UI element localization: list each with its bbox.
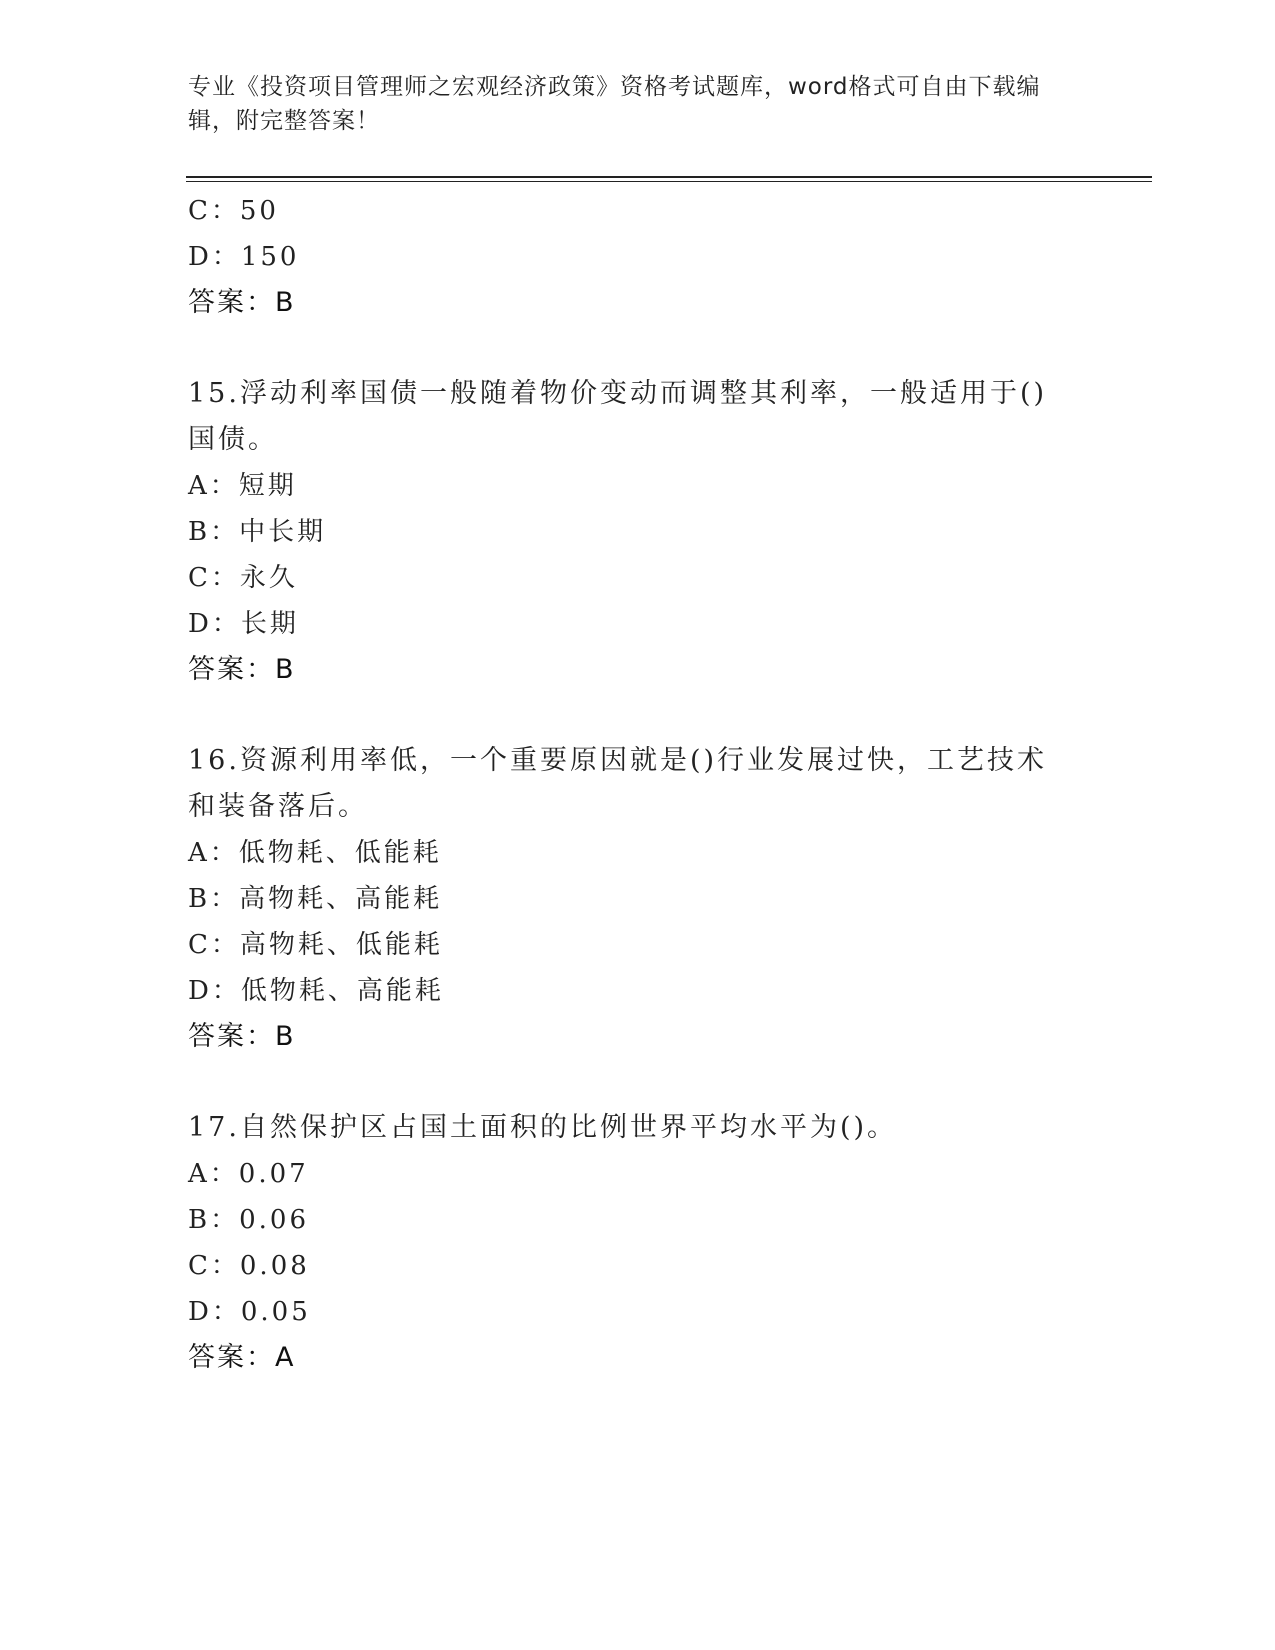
answer-line: 答案：B — [188, 654, 296, 685]
answer-line: 答案：B — [188, 1021, 296, 1052]
spacer — [188, 693, 1088, 738]
option-a: A：低物耗、低能耗 — [188, 838, 442, 868]
prev-question-block — [188, 188, 1088, 326]
option-d: D：长期 — [188, 609, 299, 639]
option-d: D：低物耗、高能耗 — [188, 976, 444, 1006]
option-a: A：短期 — [188, 471, 297, 501]
option-c: C：0.08 — [188, 1251, 310, 1281]
question-block-15 — [188, 371, 1088, 693]
option-b: B：高物耗、高能耗 — [188, 884, 443, 914]
question-text: 16.资源利用率低，一个重要原因就是()行业发展过快，工艺技术和装备落后。 — [188, 745, 1048, 822]
spacer — [188, 326, 1088, 371]
spacer — [188, 1060, 1088, 1105]
option-b: B：中长期 — [188, 517, 327, 547]
option-c: C：50 — [188, 196, 279, 226]
option-a: A：0.07 — [188, 1159, 309, 1189]
question-block-17 — [188, 1105, 1088, 1381]
question-list — [188, 188, 1088, 1381]
question-text: 17.自然保护区占国土面积的比例世界平均水平为()。 — [188, 1112, 898, 1143]
option-d: D：150 — [188, 242, 300, 272]
header-divider-thick — [186, 176, 1152, 178]
answer-line: 答案：B — [188, 287, 296, 318]
option-d: D：0.05 — [188, 1297, 311, 1327]
document-header: 专业《投资项目管理师之宏观经济政策》资格考试题库，word格式可自由下载编辑，附完整答案！ — [188, 74, 1041, 134]
header-divider-thin — [186, 181, 1152, 182]
question-block-16 — [188, 738, 1088, 1060]
option-c: C：永久 — [188, 563, 298, 593]
option-b: B：0.06 — [188, 1205, 309, 1235]
option-c: C：高物耗、低能耗 — [188, 930, 443, 960]
answer-line: 答案：A — [188, 1342, 296, 1373]
question-text: 15.浮动利率国债一般随着物价变动而调整其利率，一般适用于()国债。 — [188, 378, 1048, 455]
